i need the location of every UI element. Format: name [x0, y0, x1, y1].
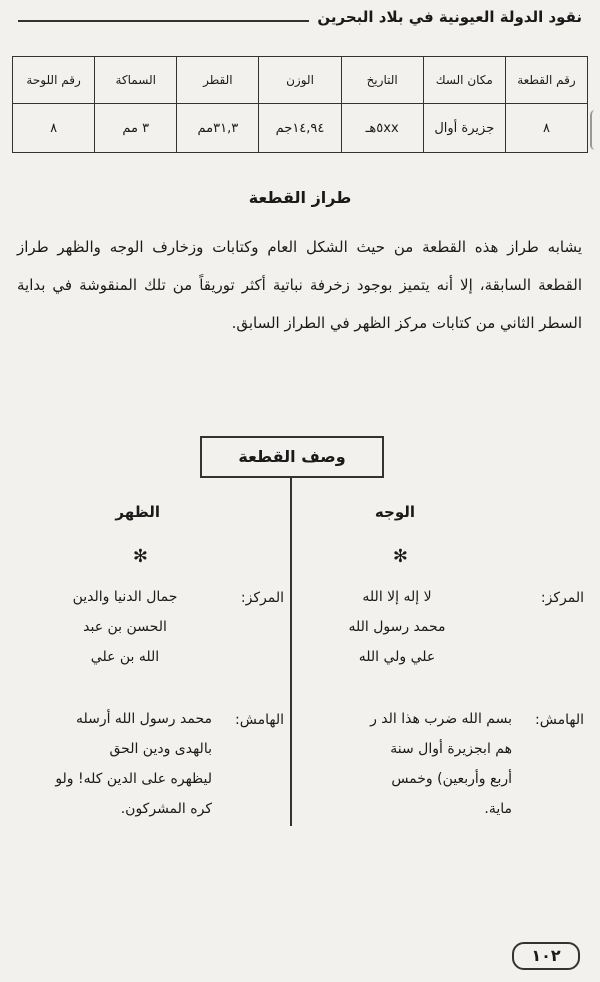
table-cell: ٥xxهـ [341, 104, 423, 153]
reverse-margin-label: الهامش: [235, 712, 284, 728]
inscription-line: ليظهره على الدين كله! ولو [55, 771, 212, 787]
table-header-row [13, 57, 588, 104]
reverse-title: الظهر [115, 503, 160, 521]
table-header-cell: مكان السك [423, 57, 505, 104]
reverse-margin-text [12, 704, 212, 824]
coin-info-table [12, 56, 588, 153]
section-paragraph: يشابه طراز هذه القطعة من حيث الشكل العام وكتابات وزخارف الوجه والظهر طراز القطعة السابقة، إلا أنه يتميز بوجود زخرفة نباتية أكثر توريقاً من تلك المنقوشة في بداية السطر الثاني من كتابات مركز الظهر في الطراز السابق. [17, 238, 582, 332]
running-title: نقود الدولة العيونية في بلاد البحرين [317, 8, 582, 26]
obverse-center-text [302, 582, 492, 672]
table-header-cell: الوزن [259, 57, 341, 104]
inscription-line: كره المشركون. [120, 801, 212, 817]
obverse-margin-text [300, 704, 512, 824]
inscription-line: هم ابجزيرة أوال سنة [390, 741, 512, 757]
running-header [18, 4, 582, 30]
table-cell: ٣ مم [95, 104, 177, 153]
table-cell: ٣١,٣مم [177, 104, 259, 153]
obverse-center-label: المركز: [540, 590, 584, 606]
inscription-line: بالهدى ودين الحق [109, 741, 212, 757]
inscription-line: محمد رسول الله أرسله [75, 711, 212, 727]
inscription-line: لا إله إلا الله [362, 589, 432, 605]
header-rule [18, 20, 309, 22]
inscription-line: بسم الله ضرب هذا الد ر [370, 711, 512, 727]
table-cell: ٨ [505, 104, 587, 153]
inscription-line: الحسن بن عبد [83, 619, 167, 635]
inscription-line: جمال الدنيا والدين [72, 589, 178, 605]
description-box-title: وصف القطعة [200, 436, 384, 478]
inscription-line: ماية. [484, 801, 512, 817]
table-row [13, 104, 588, 153]
obverse-title: الوجه [374, 503, 415, 521]
obverse-star-icon: ✻ [392, 546, 408, 567]
inscription-line: محمد رسول الله [348, 619, 446, 635]
reverse-star-icon: ✻ [132, 546, 148, 567]
table-header-cell: التاريخ [341, 57, 423, 104]
table-cell: ١٤,٩٤جم [259, 104, 341, 153]
table-header-cell: رقم اللوحة [13, 57, 95, 104]
table-header-cell: رقم القطعة [505, 57, 587, 104]
margin-mark [590, 110, 600, 150]
reverse-center-label: المركز: [240, 590, 284, 606]
section-title: طراز القطعة [248, 188, 352, 207]
table-header-cell: السماكة [95, 57, 177, 104]
obverse-margin-label: الهامش: [535, 712, 584, 728]
inscription-line: علي ولي الله [358, 649, 436, 665]
table-cell: جزيرة أوال [423, 104, 505, 153]
inscription-line: الله بن علي [90, 649, 160, 665]
table-cell: ٨ [13, 104, 95, 153]
column-divider [290, 476, 292, 826]
table-header-cell: القطر [177, 57, 259, 104]
inscription-line: أربع وأربعين) وخمس [391, 771, 512, 787]
reverse-center-text [30, 582, 220, 672]
page-number: ١٠٢ [512, 942, 580, 970]
